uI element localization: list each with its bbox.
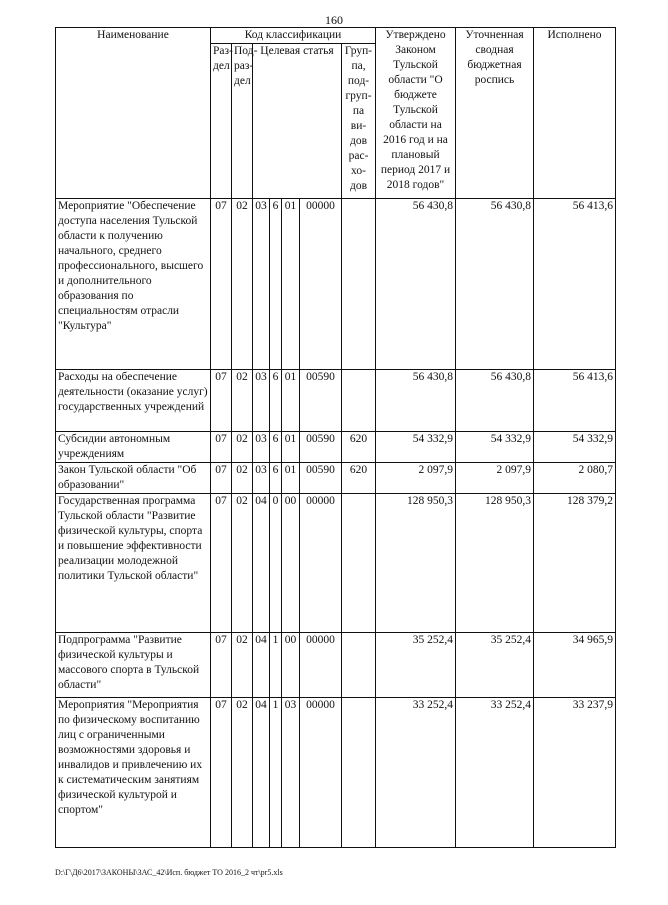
table-row	[56, 432, 616, 463]
row-target-1: 04	[253, 494, 270, 633]
row-executed: 56 413,6	[534, 199, 616, 370]
row-revised: 2 097,9	[456, 463, 534, 494]
row-approved: 35 252,4	[376, 633, 456, 698]
row-subsection: 02	[232, 698, 253, 848]
row-section: 07	[211, 698, 232, 848]
table-row	[56, 463, 616, 494]
row-approved: 33 252,4	[376, 698, 456, 848]
row-section: 07	[211, 633, 232, 698]
table-row	[56, 633, 616, 698]
table-row	[56, 199, 616, 370]
row-revised: 56 430,8	[456, 199, 534, 370]
header-expense-type: Груп-па, под-груп-па ви-дов рас-хо-дов	[342, 44, 376, 199]
row-group	[342, 199, 376, 370]
row-name: Государственная программа Тульской области "Развитие физической культуры, спорта и повышение эффективности реализации молодежной политики Тульской области"	[56, 494, 211, 633]
row-section: 07	[211, 432, 232, 463]
header-revised: Уточненная сводная бюджетная роспись	[456, 28, 534, 199]
header-name: Наименование	[56, 28, 211, 199]
row-target-1: 04	[253, 698, 270, 848]
header-approved: Утверждено Законом Тульской области "О бюджете Тульской области на 2016 год и на плановый период 2017 и 2018 годов"	[376, 28, 456, 199]
row-group	[342, 633, 376, 698]
row-target-4: 00000	[300, 633, 342, 698]
row-target-3: 01	[282, 199, 300, 370]
row-name: Расходы на обеспечение деятельности (оказание услуг) государственных учреждений	[56, 370, 211, 432]
row-name: Подпрограмма "Развитие физической культуры и массового спорта в Тульской области"	[56, 633, 211, 698]
row-target-3: 00	[282, 633, 300, 698]
row-subsection: 02	[232, 370, 253, 432]
row-target-3: 03	[282, 698, 300, 848]
row-target-1: 03	[253, 199, 270, 370]
row-group	[342, 494, 376, 633]
row-executed: 2 080,7	[534, 463, 616, 494]
row-target-3: 01	[282, 370, 300, 432]
row-target-1: 04	[253, 633, 270, 698]
row-group	[342, 698, 376, 848]
table-row	[56, 370, 616, 432]
row-target-4: 00000	[300, 494, 342, 633]
row-revised: 33 252,4	[456, 698, 534, 848]
row-subsection: 02	[232, 494, 253, 633]
header-executed: Исполнено	[534, 28, 616, 199]
row-group	[342, 370, 376, 432]
row-target-4: 00590	[300, 432, 342, 463]
row-target-4: 00000	[300, 698, 342, 848]
page-number: 160	[325, 13, 343, 27]
row-name: Мероприятие "Обеспечение доступа населения Тульской области к получению начального, среднего профессионального, высшего и дополнительного образования по специальностям отрасли "Культура"	[56, 199, 211, 370]
row-group: 620	[342, 432, 376, 463]
row-approved: 56 430,8	[376, 199, 456, 370]
row-target-2: 6	[270, 199, 282, 370]
budget-table	[55, 27, 616, 848]
header-target-item: Целевая статья	[253, 44, 342, 199]
row-revised: 54 332,9	[456, 432, 534, 463]
row-executed: 33 237,9	[534, 698, 616, 848]
row-approved: 2 097,9	[376, 463, 456, 494]
row-approved: 128 950,3	[376, 494, 456, 633]
table-row	[56, 494, 616, 633]
row-subsection: 02	[232, 432, 253, 463]
row-executed: 128 379,2	[534, 494, 616, 633]
header-section: Раз-дел	[211, 44, 232, 199]
row-subsection: 02	[232, 463, 253, 494]
row-target-2: 6	[270, 432, 282, 463]
row-target-1: 03	[253, 432, 270, 463]
row-executed: 34 965,9	[534, 633, 616, 698]
row-target-4: 00000	[300, 199, 342, 370]
header-code-group: Код классификации	[211, 28, 376, 44]
row-target-2: 6	[270, 370, 282, 432]
header-row-1	[56, 28, 616, 44]
row-target-4: 00590	[300, 370, 342, 432]
row-approved: 54 332,9	[376, 432, 456, 463]
row-revised: 56 430,8	[456, 370, 534, 432]
row-subsection: 02	[232, 633, 253, 698]
row-executed: 56 413,6	[534, 370, 616, 432]
header-subsection: Под-раз-дел	[232, 44, 253, 199]
row-revised: 35 252,4	[456, 633, 534, 698]
row-target-2: 1	[270, 633, 282, 698]
row-target-2: 6	[270, 463, 282, 494]
row-target-4: 00590	[300, 463, 342, 494]
row-target-3: 01	[282, 463, 300, 494]
row-target-1: 03	[253, 370, 270, 432]
table-row	[56, 698, 616, 848]
row-section: 07	[211, 494, 232, 633]
row-section: 07	[211, 199, 232, 370]
row-target-3: 01	[282, 432, 300, 463]
row-target-1: 03	[253, 463, 270, 494]
row-section: 07	[211, 370, 232, 432]
row-target-3: 00	[282, 494, 300, 633]
row-target-2: 0	[270, 494, 282, 633]
row-target-2: 1	[270, 698, 282, 848]
row-executed: 54 332,9	[534, 432, 616, 463]
row-group: 620	[342, 463, 376, 494]
row-subsection: 02	[232, 199, 253, 370]
row-revised: 128 950,3	[456, 494, 534, 633]
file-path-footer: D:\Г\Д6\2017\ЗАКОНЫ\ЗАС_42\Исп. бюджет ТО 2016_2 чт\pr5.xls	[55, 868, 283, 877]
row-approved: 56 430,8	[376, 370, 456, 432]
row-name: Закон Тульской области "Об образовании"	[56, 463, 211, 494]
row-section: 07	[211, 463, 232, 494]
row-name: Субсидии автономным учреждениям	[56, 432, 211, 463]
row-name: Мероприятия "Мероприятия по физическому воспитанию лиц с ограниченными возможностями здоровья и инвалидов и привлечению их к систематическим занятиям физической культурой и спортом"	[56, 698, 211, 848]
